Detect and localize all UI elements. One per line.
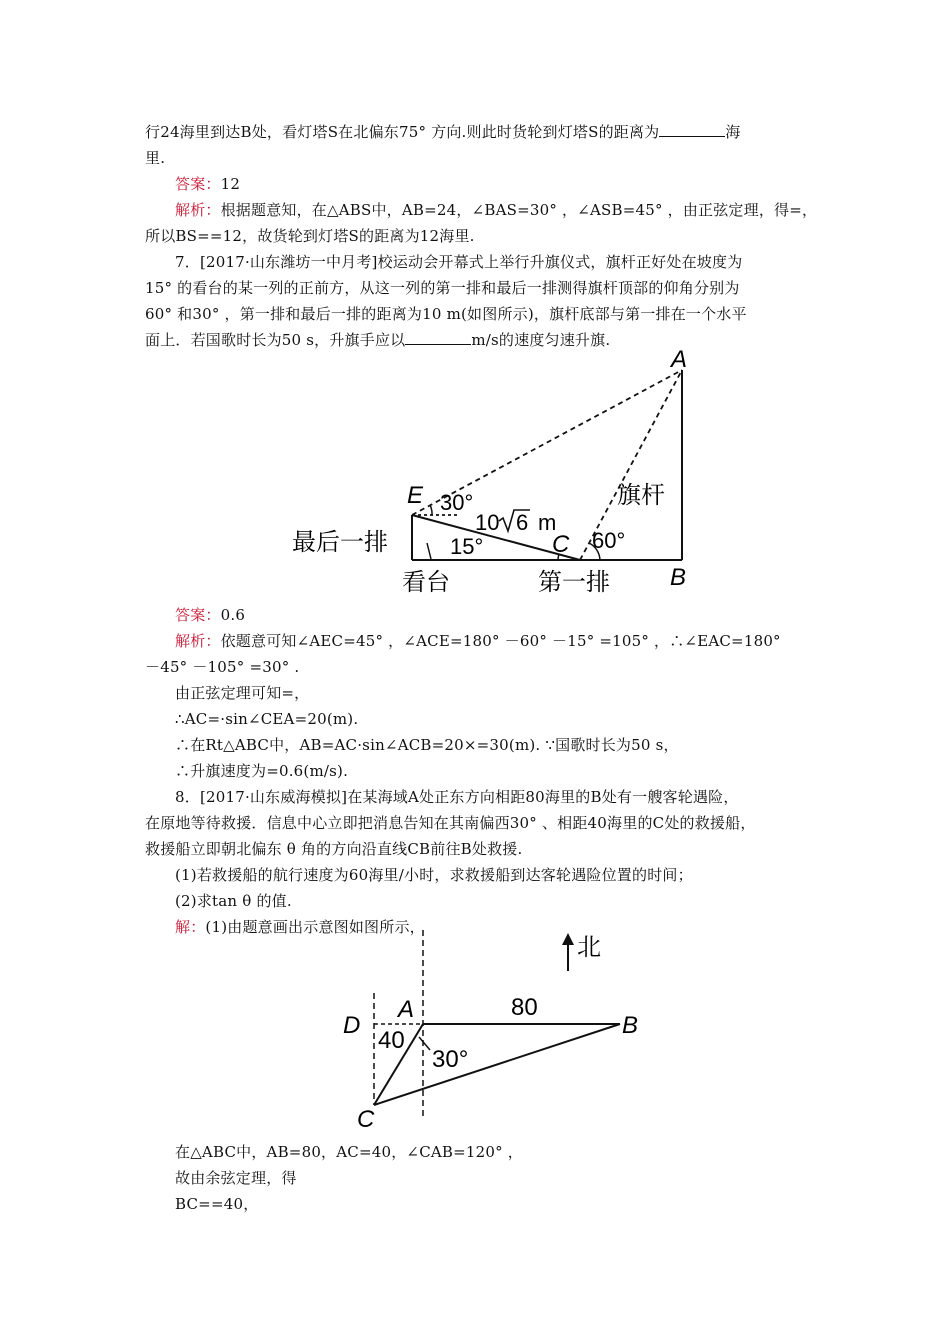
flagpole-diagram: [290, 345, 710, 600]
p7-text-end: m/s的速度匀速升旗.: [471, 331, 611, 349]
north-label: 北: [577, 934, 601, 961]
p7-text: 面上．若国歌时长为50 s，升旗手应以: [145, 331, 406, 349]
p6-analysis: [175, 199, 817, 221]
p7-analysis-6: ∴升旗速度为=0.6(m/s).: [175, 762, 349, 780]
solution-label: 解：: [175, 918, 206, 936]
p8-question-1: (1)若救援船的航行速度为60海里/小时，求救援船到达客轮遇险位置的时间；: [175, 866, 693, 884]
label-c: C: [552, 531, 570, 558]
p6-text: 行24海里到达B处，看灯塔S在北偏东75° 方向.则此时货轮到灯塔S的距离为: [145, 123, 660, 141]
p6-line-1: [145, 121, 741, 143]
label-first-row: 第一排: [538, 569, 610, 596]
distance-number: 10: [475, 510, 500, 535]
p6-analysis-2: 所以BS==12，故货轮到灯塔S的距离为12海里.: [145, 227, 475, 245]
angle-arc-30: [419, 1037, 430, 1050]
angle-label-15: 15°: [450, 534, 484, 559]
p7-analysis-1: [175, 630, 781, 652]
answer-label: 答案：: [175, 175, 221, 193]
angle-arc-30: [430, 505, 432, 515]
p7-analysis-2: －45° －105° =30° .: [145, 658, 300, 676]
analysis-text: 依题意可知∠AEC=45° ，∠ACE=180° －60° －15° =105° ，∴∠EAC=180°: [220, 632, 781, 650]
label-pole: 旗杆: [617, 482, 665, 509]
p6-answer: [175, 173, 240, 195]
distance-80: 80: [511, 994, 538, 1021]
p8-question-2: (2)求tan θ 的值.: [175, 892, 292, 910]
analysis-label: 解析：: [175, 632, 221, 650]
p7-line-3: 60° 和30° ，第一排和最后一排的距离为10 m(如图所示)，旗杆底部与第一排在一个水平: [145, 305, 747, 323]
p8-solution-4: BC==40，: [175, 1195, 259, 1213]
distance-unit: m: [538, 510, 557, 535]
north-arrow-head: [562, 933, 574, 945]
label-last-row: 最后一排: [292, 529, 388, 556]
p8-solution-3: 故由余弦定理，得: [175, 1169, 297, 1187]
label-c: C: [357, 1106, 375, 1133]
angle-label-60: 60°: [592, 528, 626, 553]
answer-label: 答案：: [175, 606, 221, 624]
p8-line-2: 在原地等待救援．信息中心立即把消息告知在其南偏西30° 、相距40海里的C处的救援船，: [145, 814, 756, 832]
label-e: E: [407, 482, 424, 509]
p8-line-3: 救援船立即朝北偏东 θ 角的方向沿直线CB前往B处救援.: [145, 840, 523, 858]
label-d: D: [343, 1012, 361, 1039]
p7-line-1: 7．[2017·山东潍坊一中月考]校运动会开幕式上举行升旗仪式，旗杆正好处在坡度为: [175, 253, 743, 271]
p8-solution-2: 在△ABC中，AB=80，AC=40，∠CAB=120° ，: [175, 1143, 523, 1161]
segment-cb: [374, 1024, 620, 1105]
p7-line-2: 15° 的看台的某一列的正前方，从这一列的第一排和最后一排测得旗杆顶部的仰角分别为: [145, 279, 740, 297]
answer-blank: [405, 330, 471, 345]
label-b: B: [670, 564, 687, 591]
angle-label-30: 30°: [432, 1046, 469, 1073]
analysis-text: 根据题意知，在△ABS中，AB=24，∠BAS=30° ，∠ASB=45° ，由正弦定理，得=，: [220, 201, 818, 219]
label-b: B: [622, 1012, 639, 1039]
answer-value: 0.6: [220, 606, 246, 624]
distance-40: 40: [378, 1027, 405, 1054]
p6-line-2: 里.: [145, 149, 166, 167]
distance-radicand: 6: [516, 510, 529, 535]
stand-tick: [427, 543, 431, 559]
p7-analysis-3: 由正弦定理可知=，: [175, 684, 310, 702]
label-a: A: [398, 996, 415, 1023]
analysis-label: 解析：: [175, 201, 221, 219]
p7-answer: [175, 604, 245, 626]
angle-label-30: 30°: [440, 490, 474, 515]
rescue-diagram: [335, 925, 650, 1135]
label-stand: 看台: [402, 569, 450, 596]
p7-analysis-5: ∴在Rt△ABC中，AB=AC·sin∠ACB=20×=30(m). ∵国歌时长为50 s，: [175, 736, 679, 754]
answer-blank: [659, 122, 725, 137]
answer-value: 12: [220, 175, 241, 193]
label-a: A: [671, 346, 688, 373]
p8-line-1: 8．[2017·山东威海模拟]在某海域A处正东方向相距80海里的B处有一艘客轮遇险，: [175, 788, 739, 806]
p7-analysis-4: ∴AC=·sin∠CEA=20(m).: [175, 710, 359, 728]
p6-text-end: 海: [725, 123, 741, 141]
solution-text: (1)由题意画出示意图如图所示，: [205, 918, 425, 936]
